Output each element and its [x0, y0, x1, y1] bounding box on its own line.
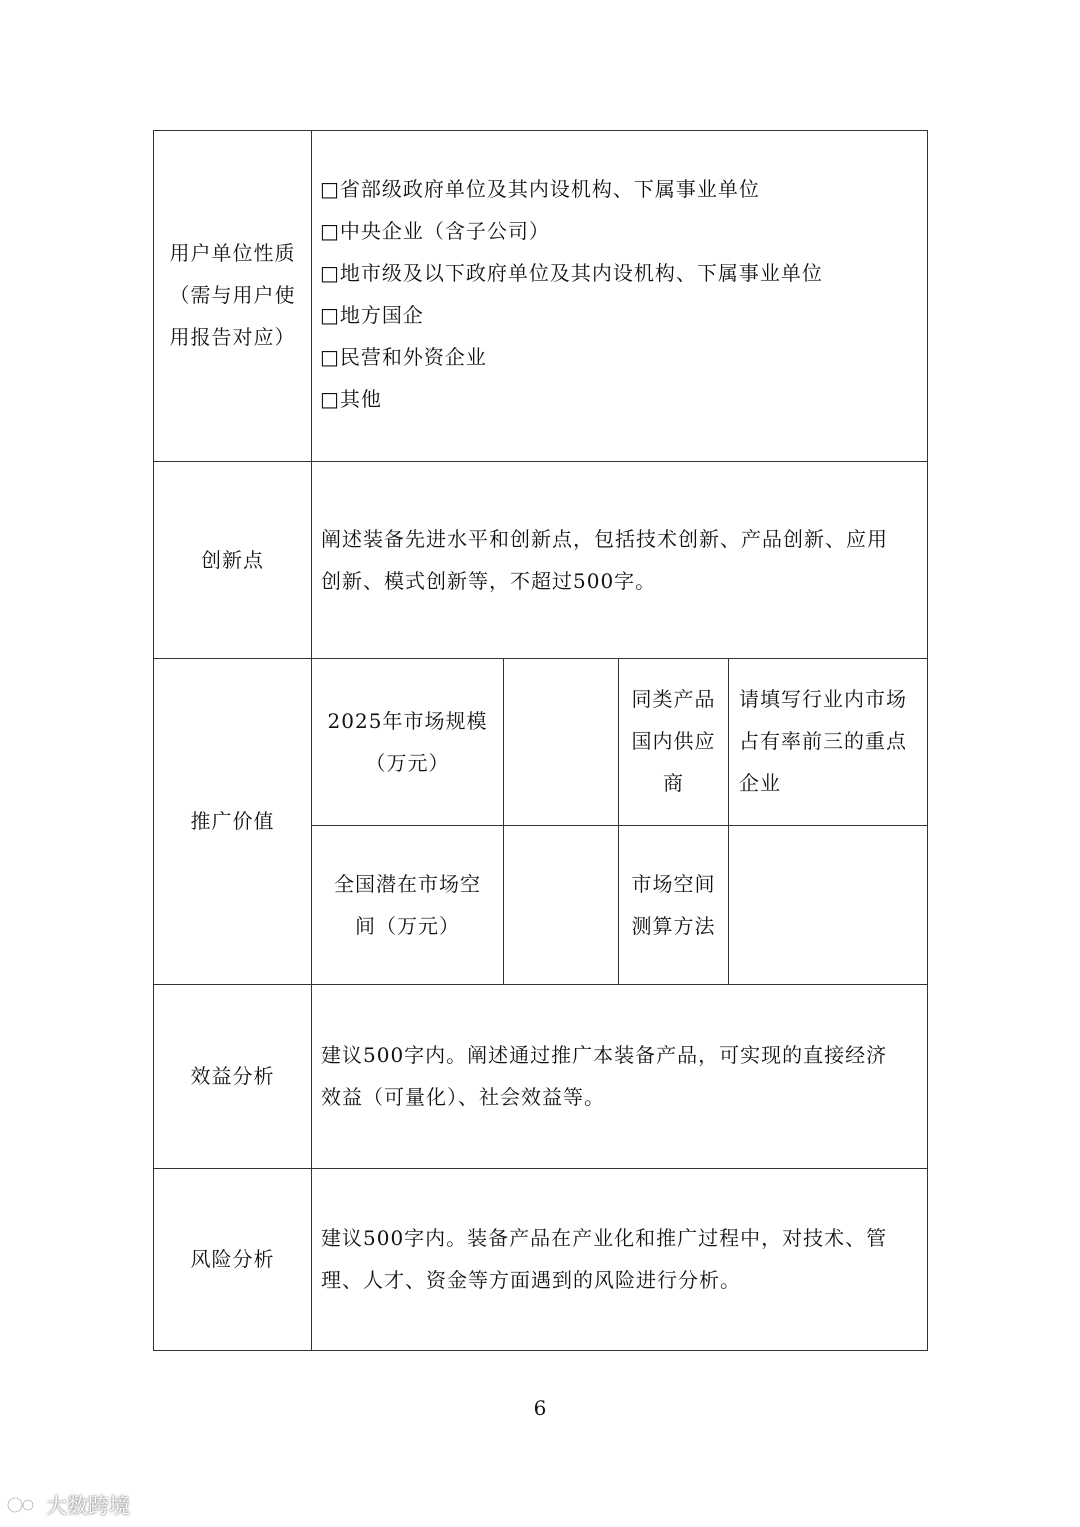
risk-label: 风险分析 — [190, 1247, 275, 1271]
table-border-bottom — [153, 1350, 928, 1351]
method-label: 市场空间 测算方法 — [631, 872, 716, 938]
suppliers-label: 同类产品 国内供应 商 — [631, 687, 716, 795]
innovation-label: 创新点 — [201, 548, 264, 572]
potential-market-label: 全国潜在市场空 间（万元） — [334, 872, 481, 938]
option-other[interactable]: □其他 — [320, 387, 382, 411]
benefit-label: 效益分析 — [190, 1064, 275, 1088]
row-divider — [311, 825, 928, 826]
table-border-top — [153, 130, 928, 131]
innovation-description: 阐述装备先进水平和创新点，包括技术创新、产品创新、应用 创新、模式创新等，不超过500字。 — [321, 527, 888, 593]
column-divider — [728, 658, 729, 985]
option-central-enterprise[interactable]: □中央企业（含子公司） — [320, 219, 550, 243]
suppliers-hint[interactable]: 请填写行业内市场 占有率前三的重点 企业 — [739, 687, 907, 795]
option-local-soe[interactable]: □地方国企 — [320, 303, 424, 327]
market-2025-value-cell[interactable] — [504, 700, 618, 742]
benefit-description: 建议500字内。阐述通过推广本装备产品，可实现的直接经济 效益（可量化）、社会效益等。 — [321, 1043, 888, 1109]
method-value-cell[interactable] — [729, 863, 927, 905]
row-divider — [153, 461, 928, 462]
user-unit-options — [320, 168, 823, 420]
watermark-text: 大数跨境 — [46, 1494, 130, 1518]
option-municipal-gov[interactable]: □地市级及以下政府单位及其内设机构、下属事业单位 — [320, 261, 823, 285]
page-number: 6 — [533, 1396, 547, 1420]
row-divider — [153, 1168, 928, 1169]
potential-market-value-cell[interactable] — [504, 863, 618, 905]
row-divider — [153, 984, 928, 985]
option-private-foreign[interactable]: □民营和外资企业 — [320, 345, 487, 369]
risk-description: 建议500字内。装备产品在产业化和推广过程中，对技术、管 理、人才、资金等方面遇到的风险进行分析。 — [321, 1226, 888, 1292]
row-divider — [153, 658, 928, 659]
user-unit-label: 用户单位性质 （需与用户使 用报告对应） — [169, 241, 296, 349]
watermark-logo-icon — [6, 1494, 40, 1516]
option-provincial-gov[interactable]: □省部级政府单位及其内设机构、下属事业单位 — [320, 177, 760, 201]
watermark — [6, 1490, 130, 1520]
market-2025-label: 2025年市场规模 （万元） — [327, 709, 488, 775]
table-border-right — [927, 130, 928, 1351]
promotion-label: 推广价值 — [190, 809, 275, 833]
